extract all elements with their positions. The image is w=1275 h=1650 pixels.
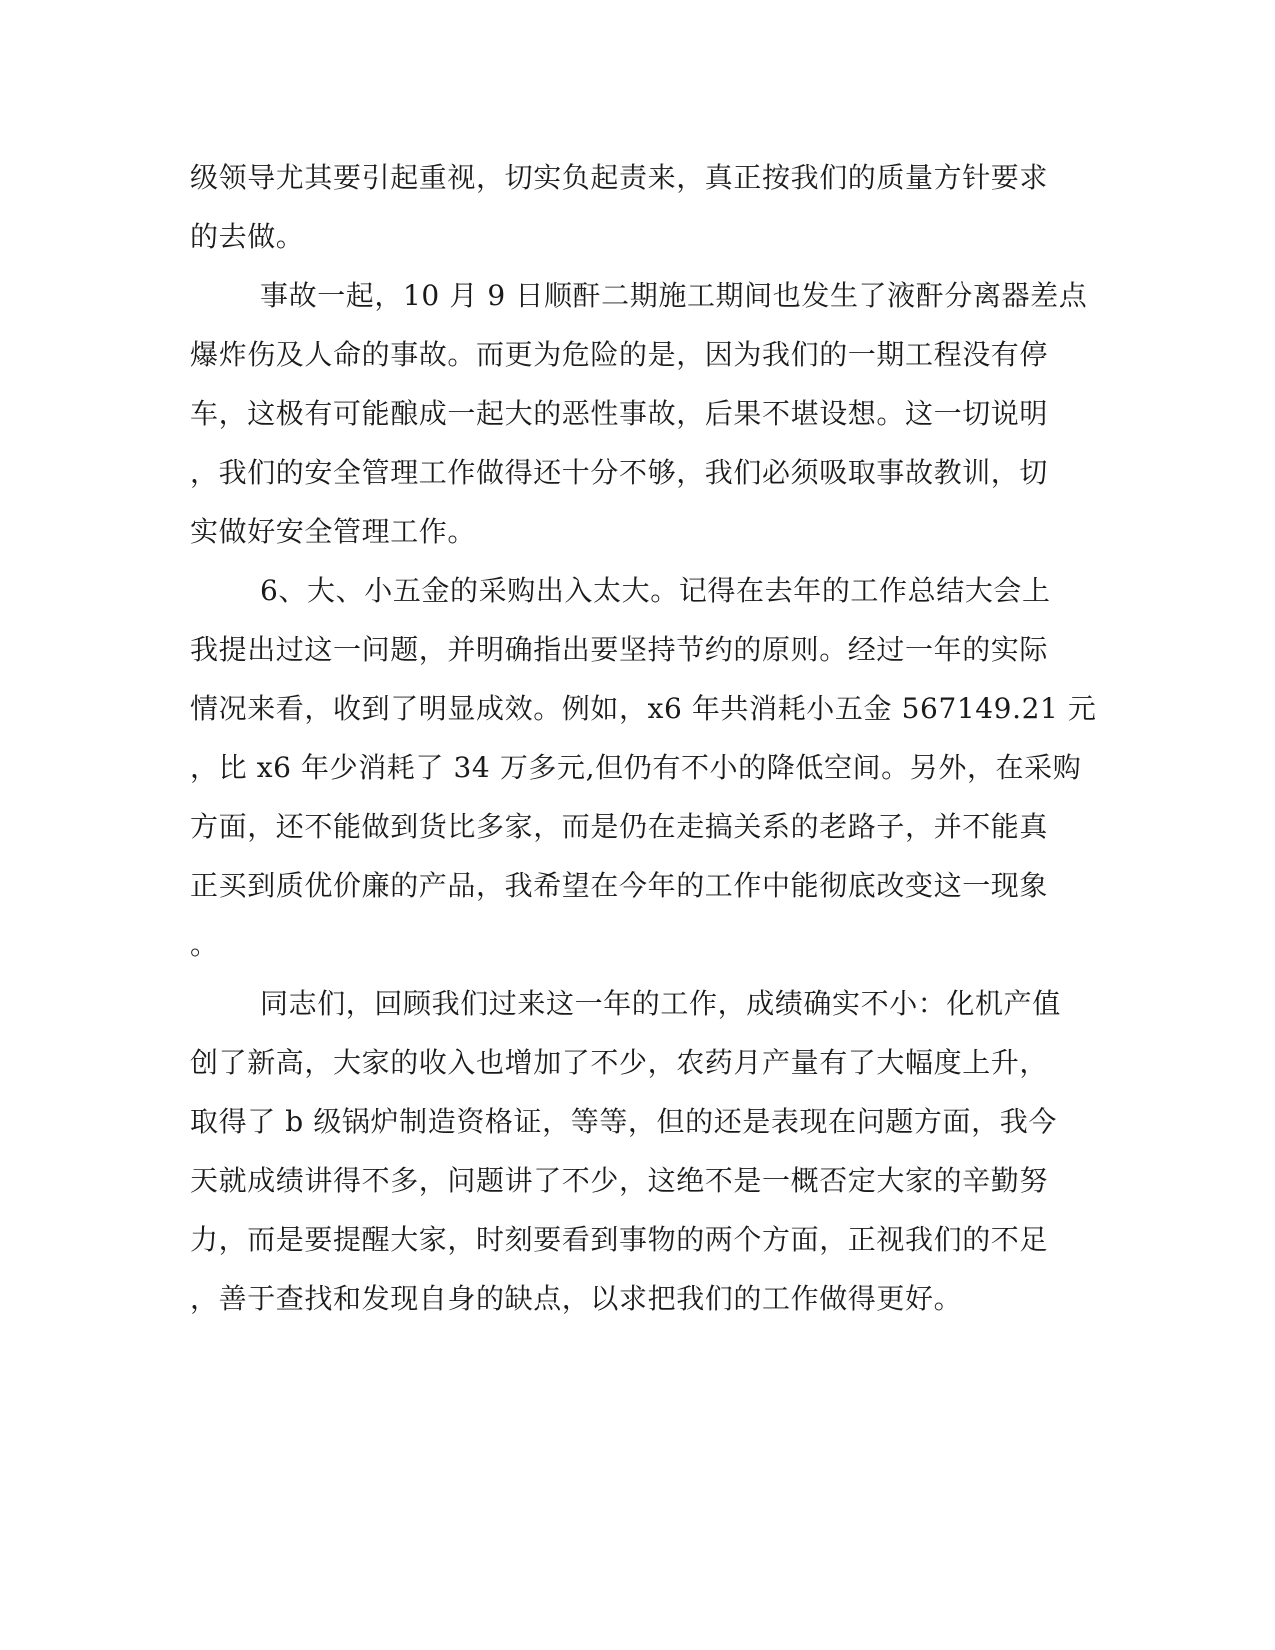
text-line: ，我们的安全管理工作做得还十分不够，我们必须吸取事故教训，切 — [190, 456, 1049, 489]
text-line: 天就成绩讲得不多，问题讲了不少，这绝不是一概否定大家的辛勤努 — [190, 1164, 1049, 1197]
text-line: 。 — [190, 928, 219, 961]
text-line: 同志们，回顾我们过来这一年的工作，成绩确实不小：化机产值 — [260, 987, 1061, 1020]
text-line: 情况来看，收到了明显成效。例如，x6 年共消耗小五金 567149.21 元 — [190, 692, 1097, 725]
text-line: 爆炸伤及人命的事故。而更为危险的是，因为我们的一期工程没有停 — [190, 338, 1049, 371]
text-line: 的去做。 — [190, 220, 305, 253]
text-line: ，比 x6 年少消耗了 34 万多元,但仍有不小的降低空间。另外，在采购 — [190, 751, 1082, 784]
text-line: 方面，还不能做到货比多家，而是仍在走搞关系的老路子，并不能真 — [190, 810, 1049, 843]
text-line: 车，这极有可能酿成一起大的恶性事故，后果不堪设想。这一切说明 — [190, 397, 1049, 430]
text-line: ，善于查找和发现自身的缺点，以求把我们的工作做得更好。 — [190, 1282, 963, 1315]
text-line: 6、大、小五金的采购出入太大。记得在去年的工作总结大会上 — [260, 574, 1051, 607]
text-line: 取得了 b 级锅炉制造资格证，等等，但的还是表现在问题方面，我今 — [190, 1105, 1057, 1138]
text-line: 正买到质优价廉的产品，我希望在今年的工作中能彻底改变这一现象 — [190, 869, 1049, 902]
text-line: 事故一起，10 月 9 日顺酐二期施工期间也发生了液酐分离器差点 — [260, 279, 1088, 312]
text-line: 创了新高，大家的收入也增加了不少，农药月产量有了大幅度上升， — [190, 1046, 1049, 1079]
text-line: 级领导尤其要引起重视，切实负起责来，真正按我们的质量方针要求 — [190, 161, 1049, 194]
text-line: 力，而是要提醒大家，时刻要看到事物的两个方面，正视我们的不足 — [190, 1223, 1049, 1256]
text-line: 实做好安全管理工作。 — [190, 515, 477, 548]
text-line: 我提出过这一问题，并明确指出要坚持节约的原则。经过一年的实际 — [190, 633, 1049, 666]
